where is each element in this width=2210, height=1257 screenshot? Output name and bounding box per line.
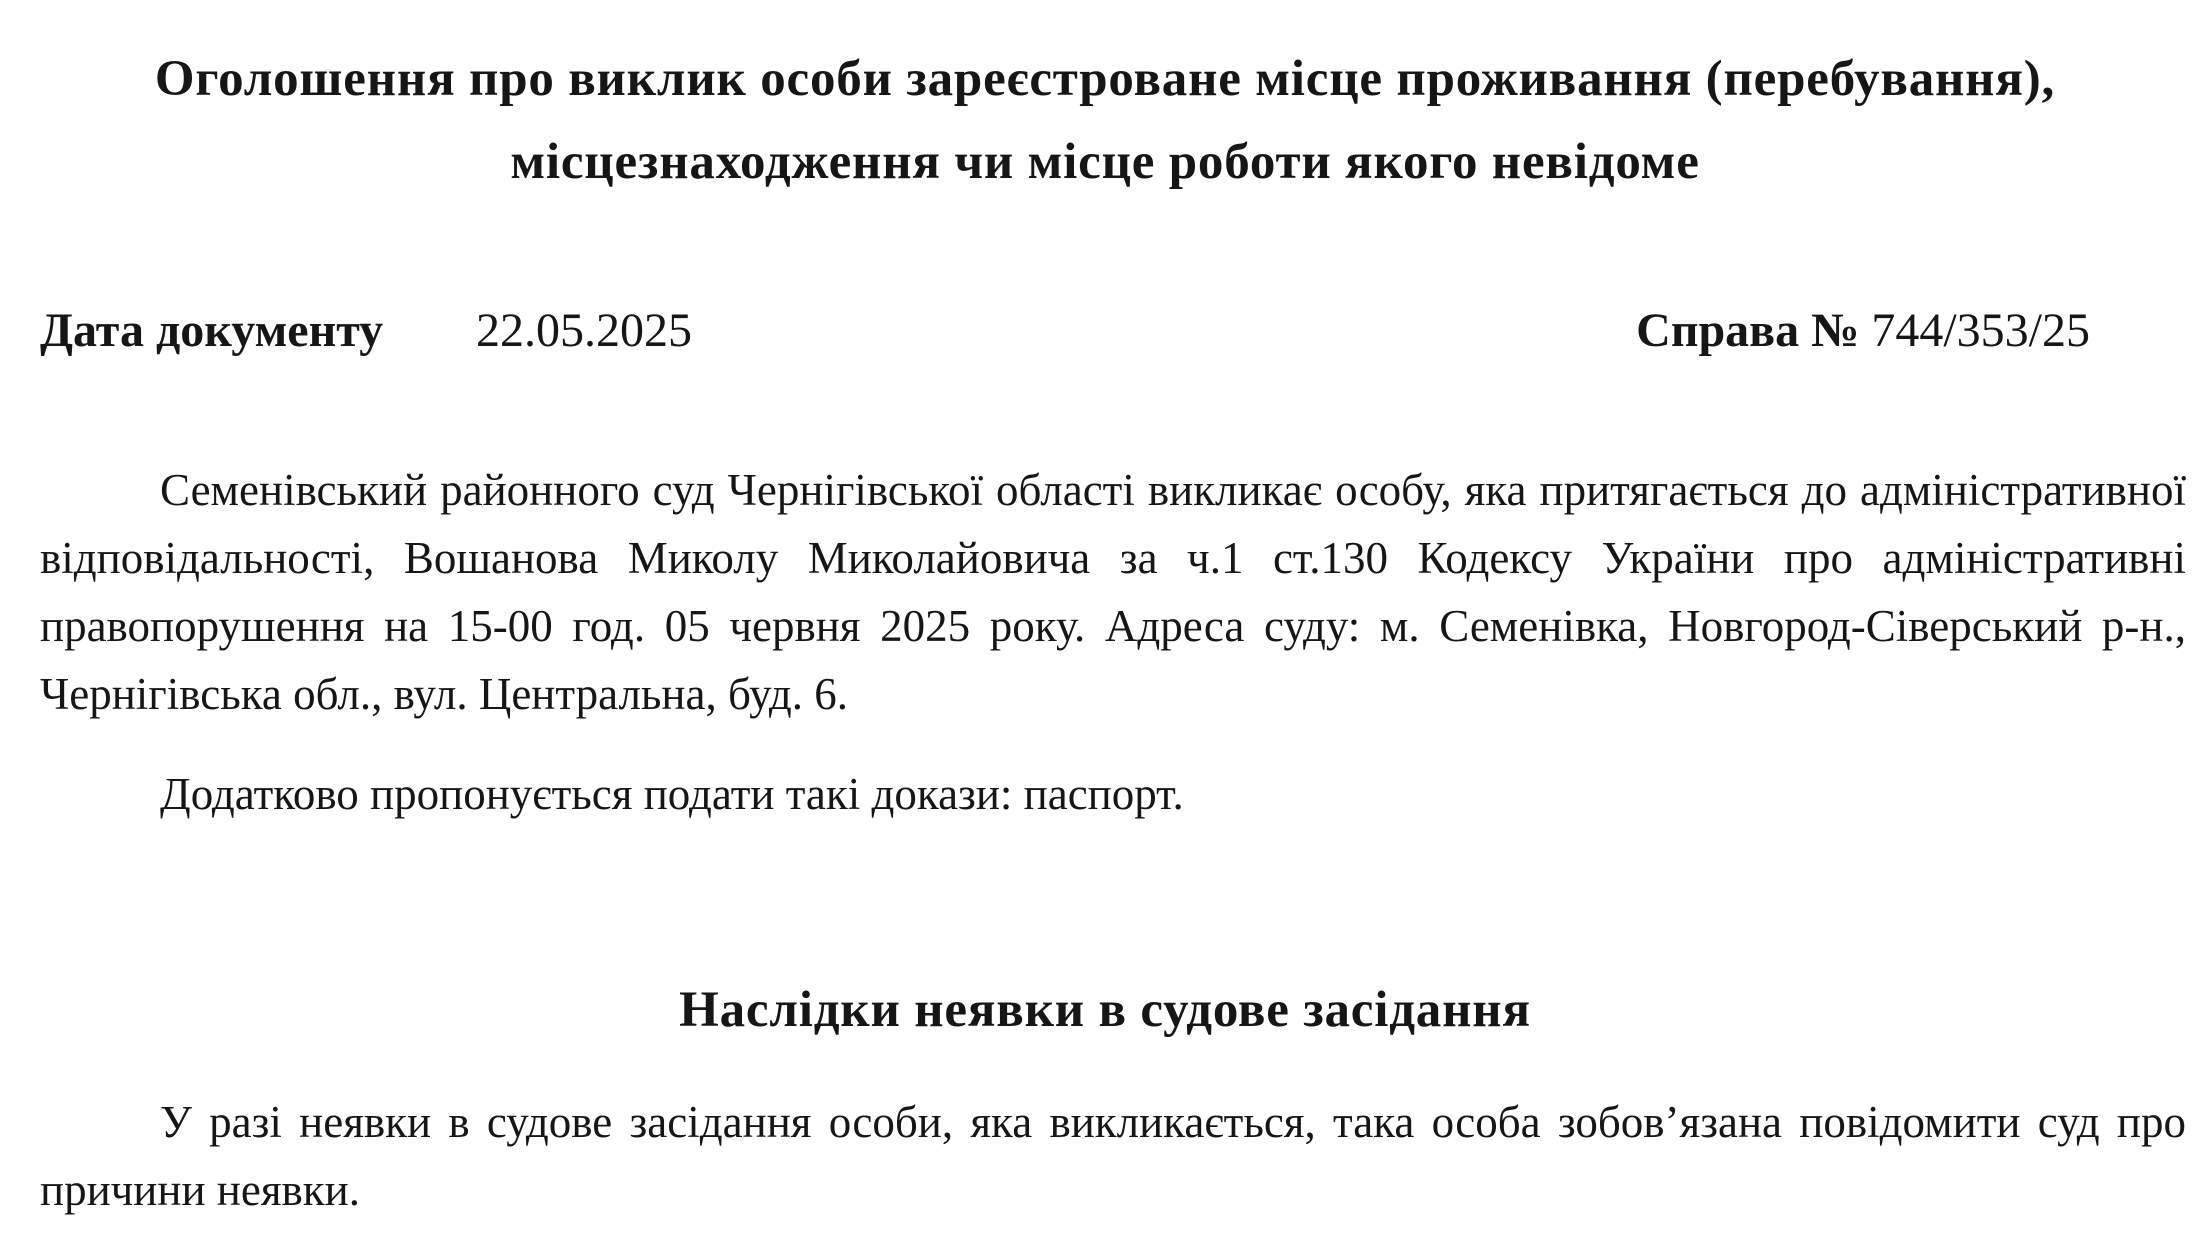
evidence-paragraph: Додатково пропонується подати такі докази: паспорт. (160, 769, 1184, 819)
document-meta-row (40, 296, 2090, 366)
document-date-label: Дата документу (40, 304, 384, 357)
document-title (0, 38, 2210, 204)
document-title-line-2: місцезнаходження чи місце роботи якого невідоме (510, 134, 1700, 190)
consequences-heading: Наслідки неявки в судове засідання (679, 982, 1531, 1038)
summons-paragraph: Семенівський районного суд Чернігівської області викликає особу, яка притягається до адміністративної відповідальності, Вошанова Миколу Миколайовича за ч.1 ст.130 Кодексу України про адміністративні правопорушення на 15-00 год. 05 червня 2025 року. Адреса суду: м. Семенівка, Новгород-Сіверський р-н., Чернігівська обл., вул. Центральна, буд. 6. (40, 465, 2186, 719)
case-label: Справа № (1636, 304, 1860, 357)
case-number: 744/353/25 (1871, 304, 2090, 357)
consequences-paragraph: У разі неявки в судове засідання особи, яка викликається, така особа зобов’язана повідомити суд про причини неявки. (40, 1097, 2186, 1215)
document-date-value: 22.05.2025 (476, 304, 692, 357)
document-title-line-1: Оголошення про виклик особи зареєстроване місце проживання (перебування), (154, 51, 2056, 107)
case-number-block (1636, 296, 2090, 366)
